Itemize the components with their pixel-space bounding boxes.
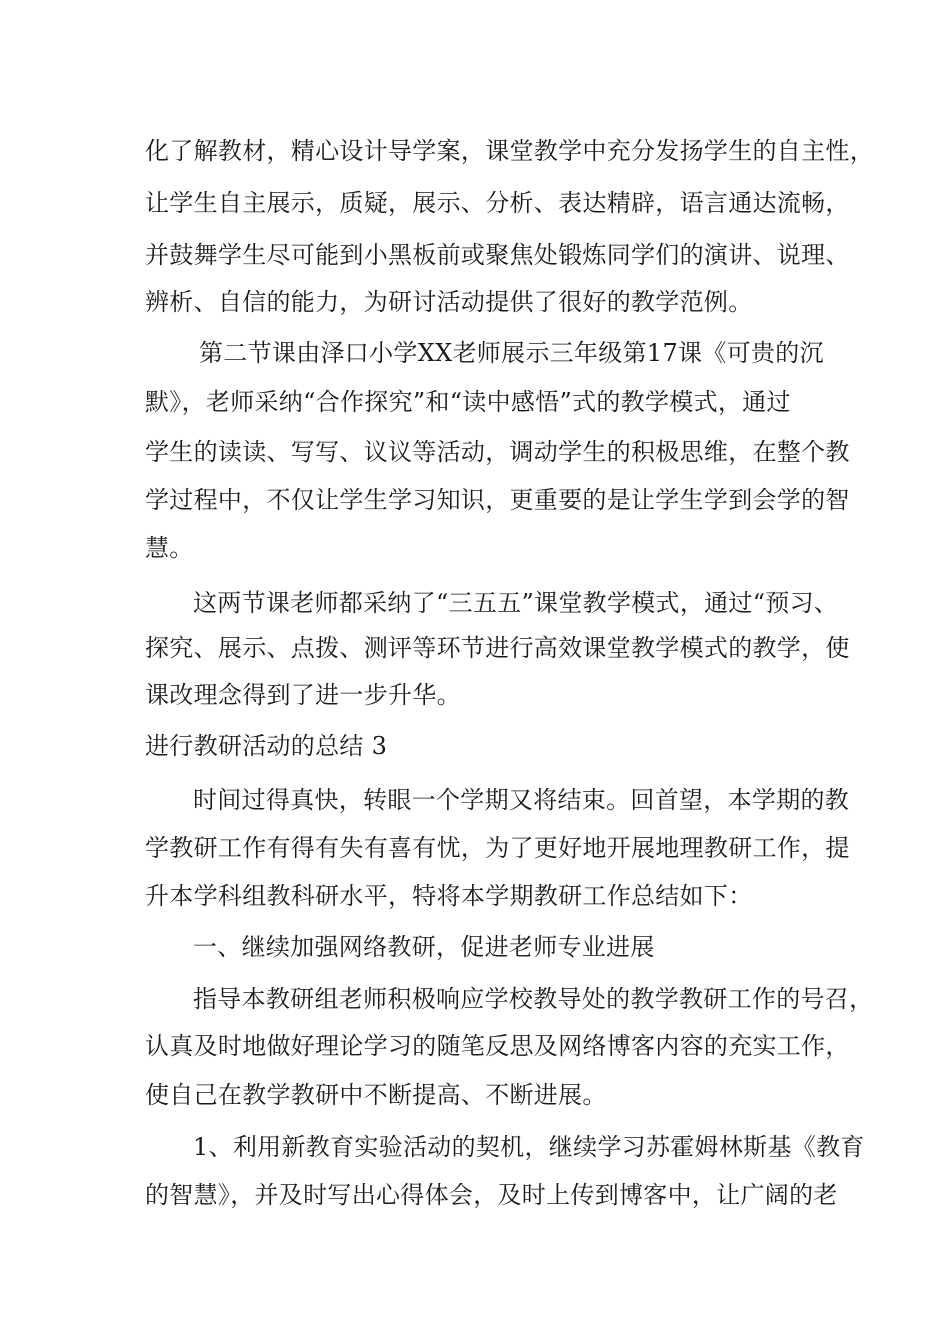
text-line: 1、利用新教育实验活动的契机，继续学习苏霍姆林斯基《教育 — [193, 1133, 865, 1161]
text-line: 第二节课由泽口小学XX老师展示三年级第17课《可贵的沉 — [199, 339, 824, 367]
text-line: 认真及时地做好理论学习的随笔反思及网络博客内容的充实工作， — [145, 1032, 850, 1060]
text-line: 学生的读读、写写、议议等活动，调动学生的积极思维，在整个教 — [145, 438, 850, 466]
text-line: 并鼓舞学生尽可能到小黑板前或聚焦处锻炼同学们的演讲、说理、 — [145, 241, 850, 269]
text-line: 的智慧》，并及时写出心得体会，及时上传到博客中，让广阔的老 — [145, 1181, 838, 1209]
text-line: 学教研工作有得有失有喜有忧，为了更好地开展地理教研工作，提 — [145, 834, 850, 862]
text-line: 让学生自主展示，质疑，展示、分析、表达精辟，语言通达流畅， — [145, 189, 850, 217]
text-line: 课改理念得到了进一步升华。 — [145, 681, 461, 709]
section-heading: 进行教研活动的总结 3 — [145, 732, 388, 760]
text-line: 辨析、自信的能力，为研讨活动提供了很好的教学范例。 — [145, 288, 753, 316]
text-line: 默》，老师采纳“合作探究”和“读中感悟”式的教学模式，通过 — [145, 388, 791, 416]
text-line: 这两节课老师都采纳了“三五五”课堂教学模式，通过“预习、 — [193, 589, 839, 617]
text-line: 慧。 — [145, 534, 194, 562]
text-line: 升本学科组教科研水平，特将本学期教研工作总结如下： — [145, 882, 753, 910]
text-line: 指导本教研组老师积极响应学校教导处的教学教研工作的号召， — [193, 985, 874, 1013]
text-line: 学过程中，不仅让学生学习知识，更重要的是让学生学到会学的智 — [145, 486, 850, 514]
text-line: 探究、展示、点拨、测评等环节进行高效课堂教学模式的教学，使 — [145, 634, 850, 662]
subsection-heading: 一、继续加强网络教研，促进老师专业进展 — [193, 933, 655, 961]
text-line: 时间过得真快，转眼一个学期又将结束。回首望，本学期的教 — [193, 786, 850, 814]
text-line: 化了解教材，精心设计导学案，课堂教学中充分发扬学生的自主性， — [145, 137, 874, 165]
text-line: 使自己在教学教研中不断提高、不断进展。 — [145, 1081, 607, 1109]
